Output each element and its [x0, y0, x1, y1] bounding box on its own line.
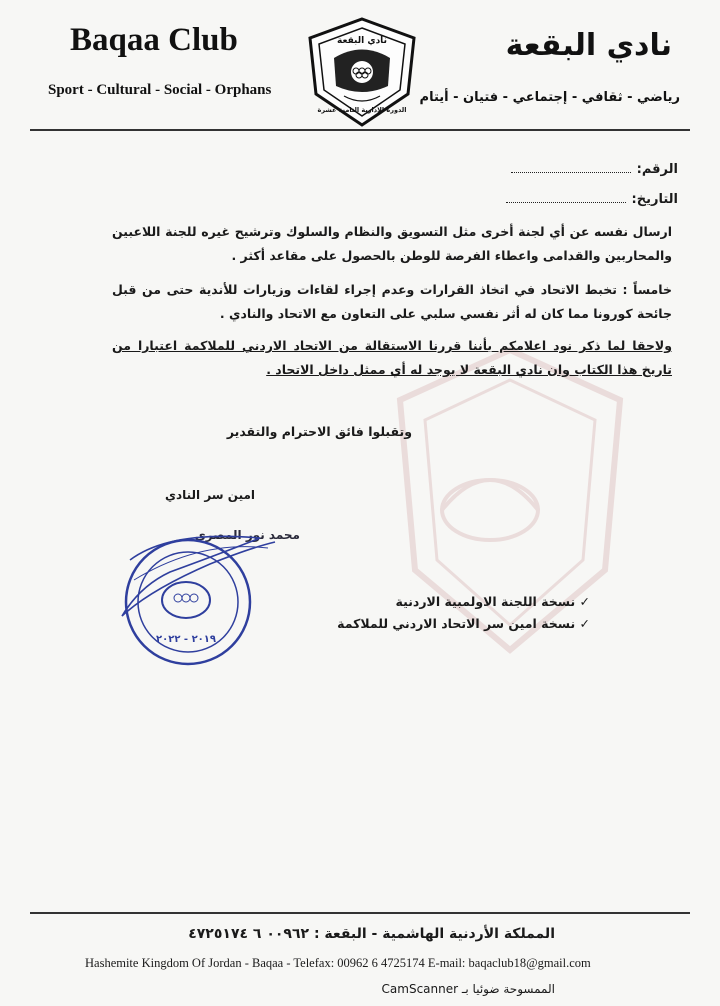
club-tagline-en: Sport - Cultural - Social - Orphans: [48, 82, 272, 98]
club-tagline-ar: رياضي - ثقافي - إجتماعي - فتيان - أيتام: [419, 90, 680, 105]
signatory-title: امين سر النادي: [164, 488, 256, 502]
copies-list: [337, 594, 590, 638]
camscanner-watermark: الممسوحة ضوئيا بـ CamScanner: [381, 982, 555, 996]
body-paragraph-1: ارسال نفسه عن أي لجنة أخرى مثل التسويق والنظام والسلوك وترشيح غيره للجنة اللاعبين والمحاربين والقدامى واعطاء الفرصة للوطن بالحصول على مقاعد أكثر .: [112, 224, 672, 263]
footer-address-ar: المملكة الأردنية الهاشمية - البقعة : ٠٠٩٦٢ ٦ ٤٧٢٥١٧٤: [188, 926, 555, 942]
reference-label: الرقم:: [636, 162, 678, 177]
club-name-en: Baqaa Club: [70, 22, 238, 58]
header-divider: [30, 129, 690, 131]
copy-item: ✓ نسخة امين سر الاتحاد الاردني للملاكمة: [337, 616, 590, 631]
reference-dotted-line: [511, 172, 631, 173]
footer-divider: [30, 912, 690, 914]
club-stamp: [110, 520, 280, 680]
date-label: التاريخ:: [631, 192, 678, 207]
date-dotted-line: [506, 202, 626, 203]
club-logo: [304, 16, 420, 128]
signatory-name: محمد نور المصري: [194, 528, 300, 542]
club-name-ar: نادي البقعة: [505, 28, 672, 63]
body-paragraph-3: ولاحقا لما ذكر نود اعلامكم بأننا قررنا الاستقالة من الاتحاد الاردني للملاكمة اعتبارا من تاريخ هذا الكتاب وان نادي البقعة لا يوجد له أي ممثل داخل الاتحاد .: [112, 338, 672, 377]
reference-number-field: [511, 162, 678, 177]
footer-address-en: Hashemite Kingdom Of Jordan - Baqaa - Telefax: 00962 6 4725174 E-mail: baqaclub18@gmail.com: [85, 956, 591, 970]
stamp-year: ٢٠١٩ - ٢٠٢٢: [156, 634, 216, 645]
body-paragraph-2: خامساً : تخبط الاتحاد في اتخاذ القرارات وعدم إجراء لقاءات وزيارات للأندية حتى من قبل جائحة كورونا مما كان له أثر نفسي سلبي على التعاون مع الاتحاد والنادي .: [112, 282, 672, 321]
logo-top-text: نادي البقعة: [337, 36, 387, 46]
copy-item: ✓ نسخة اللجنة الاولمبية الاردنية: [395, 594, 590, 609]
closing-line: وتقبلوا فائق الاحترام والتقدير: [226, 424, 412, 439]
date-field: [506, 192, 678, 207]
logo-bottom-text: الدورة الإدارية الثامنة عشرة: [317, 106, 407, 114]
